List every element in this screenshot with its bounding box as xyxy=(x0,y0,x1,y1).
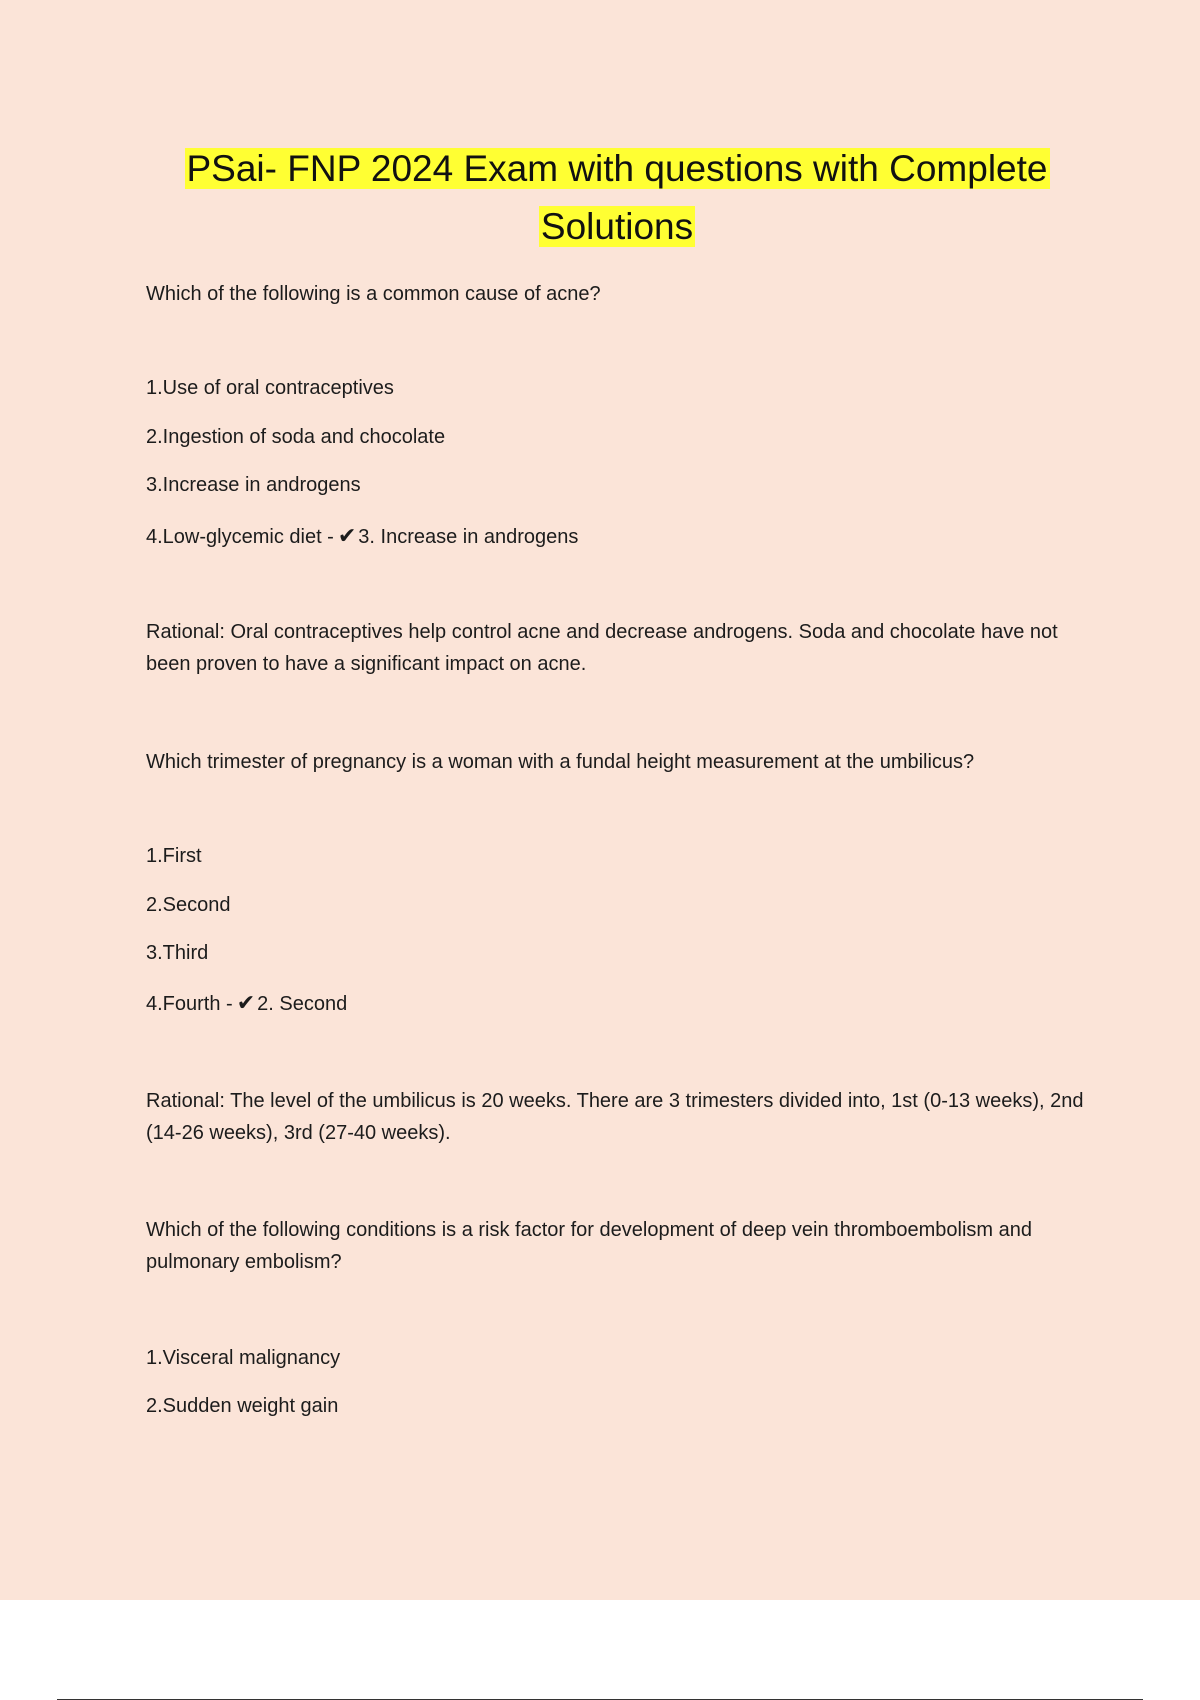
rationale-text: Rational: The level of the umbilicus is 20 weeks. There are 3 trimesters divided into, 1st (0-13 weeks), 2nd (14-26 weeks), 3rd (27-40 weeks). xyxy=(146,1090,1084,1144)
title-line-2: Solutions xyxy=(540,206,694,247)
answer-option: 3.Increase in androgens xyxy=(146,474,361,496)
title-line-1: PSai- FNP 2024 Exam with questions with Complete xyxy=(186,148,1048,189)
answer-option: 2.Second xyxy=(146,894,231,916)
question-text: Which of the following is a common cause of acne? xyxy=(146,283,601,305)
correct-answer: 3. Increase in androgens xyxy=(358,526,579,548)
answer-option: 2.Ingestion of soda and chocolate xyxy=(146,426,446,448)
answer-option: 2.Sudden weight gain xyxy=(146,1395,339,1417)
correct-answer: 2. Second xyxy=(257,993,348,1015)
rationale-text: Rational: Oral contraceptives help control acne and decrease androgens. Soda and chocolate have not been proven to have a significant impact on acne. xyxy=(146,621,1058,675)
answer-option: 4.Fourth - xyxy=(146,993,233,1015)
answer-option-with-answer xyxy=(146,525,578,549)
answer-option: 1.Visceral malignancy xyxy=(146,1347,341,1369)
answer-option: 4.Low-glycemic diet - xyxy=(146,526,334,548)
check-mark-icon: ✔ xyxy=(236,991,256,1016)
answer-option: 1.First xyxy=(146,845,202,867)
document-title xyxy=(0,140,1200,256)
answer-option: 3.Third xyxy=(146,942,209,964)
question-text: Which of the following conditions is a risk factor for development of deep vein thromboembolism and pulmonary embolism? xyxy=(146,1219,1033,1273)
question-text: Which trimester of pregnancy is a woman with a fundal height measurement at the umbilicus? xyxy=(146,751,975,773)
answer-option-with-answer xyxy=(146,992,347,1016)
check-mark-icon: ✔ xyxy=(337,524,357,549)
answer-option: 1.Use of oral contraceptives xyxy=(146,377,394,399)
